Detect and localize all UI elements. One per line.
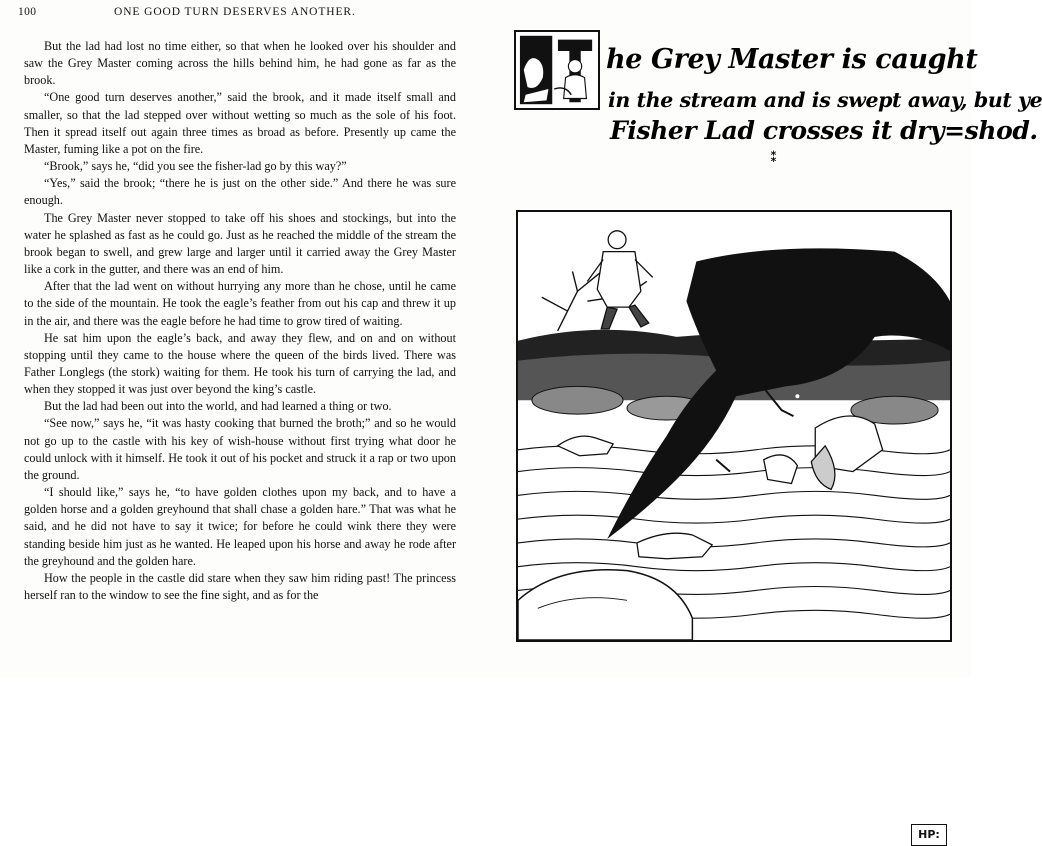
artist-monogram: HP: — [911, 824, 947, 846]
right-page — [492, 0, 1042, 841]
running-head — [18, 6, 458, 22]
paragraph: But the lad had lost no time either, so that when he looked over his shoulder and saw the Grey Master coming across the hills behind him, he had gone as far as the brook. — [24, 39, 456, 88]
chapter-heading — [492, 0, 1042, 170]
paragraph: “Brook,” says he, “did you see the fisher-lad go by this way?” — [44, 159, 347, 174]
ornament-divider: ⁑ — [770, 151, 779, 166]
paragraph: But the lad had been out into the world, and had learned a thing or two. — [44, 399, 392, 414]
paragraph: After that the lad went on without hurrying any more than he chose, until he came to the side of the mountain. He took the eagle’s feather from out his cap and threw it up in the air, and there was the eagle before he had time to grow tired of waiting. — [24, 279, 456, 328]
paragraph: The Grey Master never stopped to take off his shoes and stockings, but into the water he splashed as fast as he could go. Just as he reached the middle of the stream the brook began to swell, and grew large and larger until it carried away the Grey Master like a cork in the gutter, and there was an end of him. — [24, 210, 456, 277]
running-title: ONE GOOD TURN DESERVES ANOTHER. — [114, 6, 356, 18]
paragraph: “Yes,” said the brook; “there he is just on the other side.” And there he was sure enough. — [24, 176, 456, 208]
page-number: 100 — [18, 6, 37, 18]
paragraph: “One good turn deserves another,” said the brook, and it made itself small and smaller, so that the lad stepped over without wetting so much as the sole of his foot. Then it spread itself out again three times as broad as before. Presently up came the Master, fuming like a pot on the fire. — [24, 90, 456, 156]
illustration — [516, 210, 952, 841]
heading-line: in the stream and is swept away, but ye — [608, 88, 1042, 112]
paragraph: “See now,” says he, “it was hasty cooking that burned the broth;” and so he would not go up to the castle with his key of wish-house without first trying what door he could unlock with it himself. He took it out of his pocket and struck it a rap or two upon the ground. — [24, 416, 456, 482]
heading-line: Fisher Lad crosses it dry=shod. — [610, 116, 1038, 145]
body-text — [24, 38, 456, 674]
paragraph: He sat him upon the eagle’s back, and away they flew, and on and on without stopping until they came to the house where the queen of the birds lived. There was Father Longlegs (the stork) waiting for them. He took his turn of carrying the lad, and when they stopped it was just over beyond the king’s castle. — [24, 330, 456, 397]
illustration-art — [518, 212, 950, 640]
paragraph: How the people in the castle did stare when they saw him riding past! The princess herself ran to the window to see the fine sight, and as for the — [24, 570, 456, 602]
left-page — [0, 0, 480, 677]
heading-line: he Grey Master is caught — [606, 44, 978, 75]
paragraph: “I should like,” says he, “to have golden clothes upon my back, and to have a golden horse and a golden greyhound that shall chase a golden hare.” That was what he said, and he did not have to say it twice; for before he could wink there they were standing beside him just as he wanted. He leaped upon his horse and away he rode after the greyhound and the golden hare. — [24, 485, 456, 568]
